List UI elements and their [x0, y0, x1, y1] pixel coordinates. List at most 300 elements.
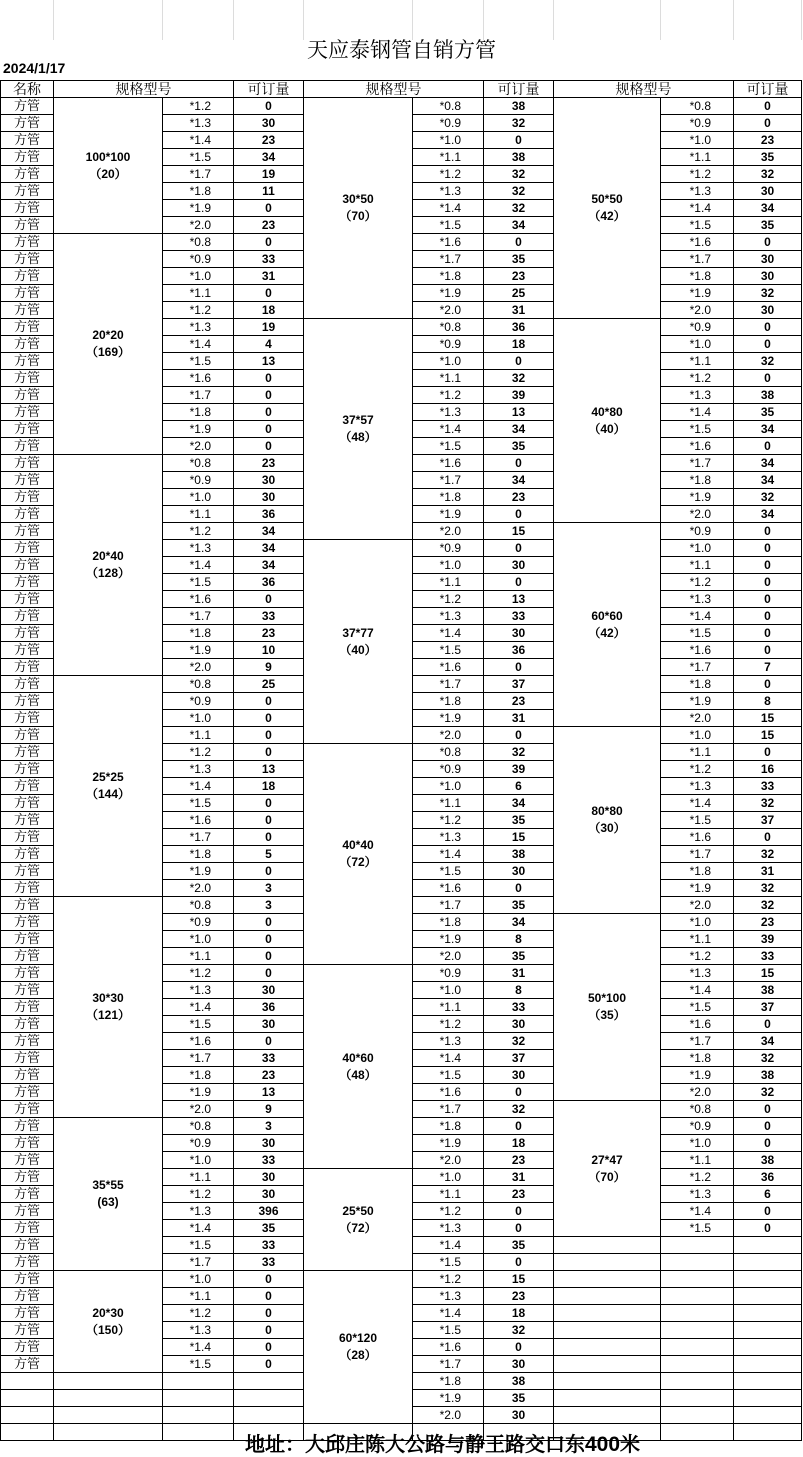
row-name-cell: 方管 — [1, 506, 54, 523]
thickness-cell: *1.2 — [163, 744, 234, 761]
thickness-cell: *1.9 — [163, 1084, 234, 1101]
quantity-cell: 36 — [234, 574, 304, 591]
quantity-cell: 32 — [734, 897, 802, 914]
group-size: 25*50 — [342, 1203, 374, 1218]
row-name-cell: 方管 — [1, 251, 54, 268]
thickness-cell: *1.3 — [661, 591, 734, 608]
thickness-cell: *1.3 — [661, 1186, 734, 1203]
empty-cell — [234, 1390, 304, 1407]
group-size: 100*100 — [85, 149, 131, 164]
quantity-cell: 39 — [484, 387, 554, 404]
quantity-cell: 0 — [234, 965, 304, 982]
row-name-cell: 方管 — [1, 812, 54, 829]
row-name-cell: 方管 — [1, 285, 54, 302]
row-name-cell: 方管 — [1, 659, 54, 676]
thickness-cell: *1.3 — [413, 1288, 484, 1305]
quantity-cell: 30 — [234, 489, 304, 506]
row-name-cell: 方管 — [1, 166, 54, 183]
thickness-cell: *0.9 — [163, 1135, 234, 1152]
thickness-cell: *1.2 — [413, 166, 484, 183]
quantity-cell: 30 — [734, 302, 802, 319]
quantity-cell: 9 — [234, 659, 304, 676]
quantity-cell: 0 — [234, 234, 304, 251]
quantity-cell: 35 — [484, 438, 554, 455]
quantity-cell: 0 — [734, 234, 802, 251]
quantity-cell: 30 — [234, 1186, 304, 1203]
empty-cell — [734, 1254, 802, 1271]
thickness-cell: *1.5 — [661, 812, 734, 829]
quantity-cell: 0 — [734, 608, 802, 625]
quantity-cell: 30 — [484, 1356, 554, 1373]
thickness-cell: *1.1 — [661, 1152, 734, 1169]
row-name-cell: 方管 — [1, 353, 54, 370]
row-name-cell: 方管 — [1, 1118, 54, 1135]
thickness-cell: *1.8 — [413, 693, 484, 710]
empty-cell — [661, 1288, 734, 1305]
thickness-cell: *1.1 — [413, 574, 484, 591]
quantity-cell: 0 — [734, 744, 802, 761]
thickness-cell: *1.6 — [413, 1084, 484, 1101]
thickness-cell: *1.7 — [661, 251, 734, 268]
thickness-cell: *1.7 — [661, 455, 734, 472]
thickness-cell: *1.0 — [661, 336, 734, 353]
quantity-cell: 0 — [234, 914, 304, 931]
row-name-cell: 方管 — [1, 1084, 54, 1101]
empty-cell — [234, 1407, 304, 1424]
quantity-cell: 15 — [484, 829, 554, 846]
quantity-cell: 33 — [234, 1152, 304, 1169]
thickness-cell: *1.4 — [163, 778, 234, 795]
quantity-cell: 30 — [234, 1016, 304, 1033]
quantity-cell: 34 — [484, 217, 554, 234]
thickness-cell: *2.0 — [661, 710, 734, 727]
thickness-cell: *1.5 — [163, 574, 234, 591]
quantity-cell: 0 — [484, 574, 554, 591]
thickness-cell: *1.5 — [661, 625, 734, 642]
thickness-cell: *1.5 — [163, 1356, 234, 1373]
quantity-cell: 35 — [734, 217, 802, 234]
thickness-cell: *0.8 — [163, 1118, 234, 1135]
group-size: 35*55 — [92, 1178, 124, 1192]
empty-cell — [734, 1322, 802, 1339]
row-name-cell: 方管 — [1, 795, 54, 812]
row-name-cell: 方管 — [1, 948, 54, 965]
thickness-cell: *1.2 — [413, 1203, 484, 1220]
empty-cell — [734, 1288, 802, 1305]
quantity-cell: 0 — [234, 863, 304, 880]
quantity-cell: 23 — [234, 132, 304, 149]
quantity-cell: 23 — [484, 268, 554, 285]
thickness-cell: *0.9 — [413, 115, 484, 132]
thickness-cell: *1.3 — [413, 404, 484, 421]
thickness-cell: *1.3 — [413, 1220, 484, 1237]
quantity-cell: 4 — [234, 336, 304, 353]
empty-cell — [554, 1407, 661, 1424]
row-name-cell: 方管 — [1, 1339, 54, 1356]
thickness-cell: *1.0 — [413, 778, 484, 795]
quantity-cell: 34 — [734, 455, 802, 472]
quantity-cell: 31 — [234, 268, 304, 285]
size-group-cell — [554, 914, 661, 1101]
row-name-cell: 方管 — [1, 200, 54, 217]
thickness-cell: *1.7 — [163, 166, 234, 183]
quantity-cell: 15 — [484, 523, 554, 540]
thickness-cell: *1.6 — [413, 455, 484, 472]
thickness-cell: *1.9 — [163, 863, 234, 880]
empty-cell — [554, 1339, 661, 1356]
row-name-cell: 方管 — [1, 557, 54, 574]
group-count: （35） — [588, 1008, 626, 1022]
thickness-cell: *0.9 — [413, 336, 484, 353]
size-group-cell — [54, 1271, 163, 1373]
row-name-cell: 方管 — [1, 778, 54, 795]
empty-cell — [554, 1356, 661, 1373]
empty-cell — [734, 1237, 802, 1254]
empty-cell — [661, 1373, 734, 1390]
thickness-cell: *1.3 — [413, 1033, 484, 1050]
size-group-cell — [54, 98, 163, 234]
quantity-cell: 38 — [734, 387, 802, 404]
thickness-cell: *0.8 — [163, 455, 234, 472]
row-name-cell: 方管 — [1, 1169, 54, 1186]
inventory-table — [0, 80, 802, 1441]
row-name-cell: 方管 — [1, 98, 54, 115]
thickness-cell: *1.2 — [163, 965, 234, 982]
quantity-cell: 35 — [734, 149, 802, 166]
quantity-cell: 32 — [484, 183, 554, 200]
row-name-cell: 方管 — [1, 829, 54, 846]
quantity-cell: 3 — [234, 897, 304, 914]
thickness-cell: *1.3 — [163, 319, 234, 336]
quantity-cell: 35 — [484, 812, 554, 829]
thickness-cell: *1.0 — [661, 132, 734, 149]
quantity-cell: 33 — [484, 608, 554, 625]
quantity-cell: 32 — [484, 200, 554, 217]
row-name-cell: 方管 — [1, 1050, 54, 1067]
page-title: 天应泰钢管自销方管 — [307, 38, 496, 62]
thickness-cell: *1.7 — [413, 472, 484, 489]
quantity-cell: 0 — [234, 285, 304, 302]
thickness-cell: *1.4 — [413, 200, 484, 217]
thickness-cell: *2.0 — [413, 948, 484, 965]
quantity-cell: 30 — [734, 268, 802, 285]
quantity-cell: 33 — [734, 778, 802, 795]
quantity-cell: 30 — [484, 1016, 554, 1033]
size-group-cell — [304, 965, 413, 1169]
empty-cell — [554, 1271, 661, 1288]
quantity-cell: 39 — [734, 931, 802, 948]
quantity-cell: 0 — [234, 200, 304, 217]
thickness-cell: *1.2 — [661, 948, 734, 965]
thickness-cell: *0.9 — [163, 472, 234, 489]
thickness-cell: *1.6 — [661, 829, 734, 846]
quantity-cell: 0 — [734, 829, 802, 846]
thickness-cell: *2.0 — [413, 302, 484, 319]
size-group-cell — [54, 897, 163, 1118]
thickness-cell: *1.4 — [163, 557, 234, 574]
group-size: 27*47 — [591, 1152, 623, 1167]
size-group-cell — [554, 319, 661, 523]
thickness-cell: *1.0 — [661, 914, 734, 931]
quantity-cell: 0 — [234, 1322, 304, 1339]
empty-cell — [734, 1390, 802, 1407]
quantity-cell: 32 — [734, 285, 802, 302]
table-row — [1, 98, 802, 115]
empty-cell — [734, 1356, 802, 1373]
quantity-cell: 0 — [734, 540, 802, 557]
quantity-cell: 23 — [734, 132, 802, 149]
quantity-cell: 0 — [734, 98, 802, 115]
row-name-cell: 方管 — [1, 234, 54, 251]
thickness-cell: *1.7 — [661, 846, 734, 863]
quantity-cell: 8 — [734, 693, 802, 710]
quantity-cell: 33 — [234, 1254, 304, 1271]
group-count: （72） — [339, 855, 377, 869]
thickness-cell: *1.3 — [413, 608, 484, 625]
group-size: 60*60 — [591, 608, 623, 623]
quantity-cell: 13 — [484, 591, 554, 608]
quantity-cell: 30 — [234, 1135, 304, 1152]
thickness-cell: *1.5 — [413, 1254, 484, 1271]
thickness-cell: *1.9 — [413, 931, 484, 948]
thickness-cell: *1.3 — [163, 1322, 234, 1339]
row-name-cell: 方管 — [1, 523, 54, 540]
empty-cell — [54, 1390, 163, 1407]
thickness-cell: *0.9 — [413, 761, 484, 778]
thickness-cell: *1.4 — [661, 982, 734, 999]
quantity-cell: 34 — [734, 200, 802, 217]
address-distance: 400 — [584, 1433, 621, 1456]
thickness-cell: *0.8 — [163, 897, 234, 914]
empty-cell — [54, 1407, 163, 1424]
group-size: 37*77 — [342, 625, 374, 640]
row-name-cell: 方管 — [1, 438, 54, 455]
group-count: （70） — [339, 209, 377, 223]
quantity-cell: 0 — [734, 370, 802, 387]
thickness-cell: *1.6 — [413, 880, 484, 897]
row-name-cell: 方管 — [1, 693, 54, 710]
thickness-cell: *1.1 — [413, 149, 484, 166]
quantity-cell: 32 — [734, 880, 802, 897]
thickness-cell: *1.5 — [163, 795, 234, 812]
thickness-cell: *1.1 — [661, 353, 734, 370]
thickness-cell: *0.9 — [413, 965, 484, 982]
thickness-cell: *1.4 — [413, 846, 484, 863]
thickness-cell: *1.7 — [163, 608, 234, 625]
thickness-cell: *1.2 — [413, 387, 484, 404]
quantity-cell: 0 — [234, 795, 304, 812]
thickness-cell: *1.4 — [163, 132, 234, 149]
row-name-cell: 方管 — [1, 302, 54, 319]
quantity-cell: 8 — [484, 982, 554, 999]
quantity-cell: 38 — [484, 846, 554, 863]
thickness-cell: *1.6 — [413, 234, 484, 251]
thickness-cell: *2.0 — [163, 217, 234, 234]
quantity-cell: 0 — [234, 1271, 304, 1288]
thickness-cell: *1.4 — [661, 795, 734, 812]
empty-cell — [734, 1271, 802, 1288]
empty-cell — [163, 1390, 234, 1407]
quantity-cell: 0 — [234, 744, 304, 761]
thickness-cell: *1.6 — [413, 1339, 484, 1356]
thickness-cell: *1.6 — [163, 1033, 234, 1050]
quantity-cell: 3 — [234, 1118, 304, 1135]
thickness-cell: *1.5 — [413, 1322, 484, 1339]
quantity-cell: 0 — [234, 710, 304, 727]
quantity-cell: 34 — [734, 506, 802, 523]
quantity-cell: 0 — [734, 574, 802, 591]
quantity-cell: 32 — [734, 846, 802, 863]
quantity-cell: 0 — [234, 421, 304, 438]
header-spec: 规格型号 — [54, 81, 234, 98]
thickness-cell: *1.9 — [413, 285, 484, 302]
group-count: （70） — [588, 1169, 626, 1184]
thickness-cell: *1.0 — [413, 1169, 484, 1186]
quantity-cell: 32 — [734, 795, 802, 812]
thickness-cell: *1.0 — [413, 132, 484, 149]
quantity-cell: 15 — [484, 1271, 554, 1288]
empty-cell — [661, 1390, 734, 1407]
header-spec: 规格型号 — [304, 81, 484, 98]
row-name-cell: 方管 — [1, 132, 54, 149]
thickness-cell: *1.4 — [661, 608, 734, 625]
empty-cell — [734, 1339, 802, 1356]
row-name-cell: 方管 — [1, 217, 54, 234]
thickness-cell: *1.7 — [413, 897, 484, 914]
thickness-cell: *1.2 — [163, 523, 234, 540]
row-name-cell: 方管 — [1, 727, 54, 744]
thickness-cell: *1.9 — [163, 200, 234, 217]
quantity-cell: 3 — [234, 880, 304, 897]
thickness-cell: *1.6 — [163, 591, 234, 608]
row-name-cell: 方管 — [1, 540, 54, 557]
thickness-cell: *2.0 — [413, 523, 484, 540]
thickness-cell: *1.3 — [163, 540, 234, 557]
empty-cell — [661, 1237, 734, 1254]
quantity-cell: 0 — [234, 98, 304, 115]
thickness-cell: *1.2 — [413, 1271, 484, 1288]
group-count: （48） — [339, 430, 377, 444]
address-unit: 米 — [620, 1432, 641, 1456]
quantity-cell: 9 — [234, 1101, 304, 1118]
row-name-cell: 方管 — [1, 455, 54, 472]
thickness-cell: *1.7 — [413, 1101, 484, 1118]
quantity-cell: 32 — [484, 115, 554, 132]
thickness-cell: *1.4 — [163, 999, 234, 1016]
thickness-cell: *1.8 — [413, 1373, 484, 1390]
inventory-table-body — [1, 81, 802, 1441]
size-group-cell — [304, 540, 413, 744]
thickness-cell: *1.5 — [413, 217, 484, 234]
group-count: （30） — [588, 821, 626, 835]
thickness-cell: *1.0 — [163, 268, 234, 285]
quantity-cell: 33 — [734, 948, 802, 965]
date-label: 2024/1/17 — [3, 60, 66, 76]
group-size: 20*30 — [92, 1305, 124, 1320]
row-name-cell: 方管 — [1, 149, 54, 166]
empty-cell — [661, 1254, 734, 1271]
quantity-cell: 33 — [234, 1050, 304, 1067]
quantity-cell: 13 — [234, 1084, 304, 1101]
quantity-cell: 0 — [234, 812, 304, 829]
row-name-cell: 方管 — [1, 625, 54, 642]
quantity-cell: 0 — [734, 319, 802, 336]
quantity-cell: 36 — [484, 642, 554, 659]
quantity-cell: 30 — [734, 251, 802, 268]
group-size: 40*60 — [342, 1050, 374, 1065]
quantity-cell: 0 — [734, 115, 802, 132]
quantity-cell: 23 — [484, 489, 554, 506]
row-name-cell: 方管 — [1, 897, 54, 914]
quantity-cell: 23 — [484, 1288, 554, 1305]
group-count: （48） — [339, 1067, 377, 1082]
group-size: 25*25 — [92, 770, 124, 784]
quantity-cell: 0 — [734, 1101, 802, 1118]
thickness-cell: *1.1 — [163, 948, 234, 965]
quantity-cell: 0 — [234, 591, 304, 608]
row-name-cell: 方管 — [1, 642, 54, 659]
quantity-cell: 15 — [734, 727, 802, 744]
empty-cell — [734, 1407, 802, 1424]
quantity-cell: 13 — [234, 353, 304, 370]
quantity-cell: 19 — [234, 166, 304, 183]
row-name-cell: 方管 — [1, 404, 54, 421]
quantity-cell: 25 — [234, 676, 304, 693]
quantity-cell: 0 — [484, 132, 554, 149]
size-group-cell — [554, 727, 661, 914]
empty-cell — [163, 1373, 234, 1390]
thickness-cell: *1.2 — [661, 370, 734, 387]
thickness-cell: *1.0 — [413, 557, 484, 574]
quantity-cell: 396 — [234, 1203, 304, 1220]
quantity-cell: 34 — [484, 795, 554, 812]
thickness-cell: *0.9 — [661, 523, 734, 540]
group-count: （150） — [85, 1322, 131, 1337]
thickness-cell: *1.5 — [163, 149, 234, 166]
thickness-cell: *0.9 — [661, 115, 734, 132]
thickness-cell: *1.3 — [413, 829, 484, 846]
size-group-cell — [304, 744, 413, 965]
thickness-cell: *1.0 — [661, 1135, 734, 1152]
row-name-cell: 方管 — [1, 914, 54, 931]
thickness-cell: *1.0 — [413, 353, 484, 370]
group-size: 20*40 — [92, 549, 124, 563]
size-group-cell — [54, 1118, 163, 1271]
quantity-cell: 30 — [734, 183, 802, 200]
quantity-cell: 33 — [234, 251, 304, 268]
empty-cell — [661, 1322, 734, 1339]
thickness-cell: *1.0 — [163, 489, 234, 506]
quantity-cell: 35 — [484, 251, 554, 268]
row-name-cell: 方管 — [1, 744, 54, 761]
empty-cell — [734, 1373, 802, 1390]
group-count: （169） — [85, 345, 131, 359]
row-name-cell: 方管 — [1, 1288, 54, 1305]
thickness-cell: *1.5 — [413, 642, 484, 659]
quantity-cell: 34 — [484, 472, 554, 489]
thickness-cell: *1.2 — [661, 166, 734, 183]
row-name-cell: 方管 — [1, 1237, 54, 1254]
quantity-cell: 0 — [484, 1254, 554, 1271]
thickness-cell: *1.5 — [413, 1067, 484, 1084]
header-qty: 可订量 — [484, 81, 554, 98]
quantity-cell: 18 — [484, 1305, 554, 1322]
row-name-cell: 方管 — [1, 489, 54, 506]
thickness-cell: *0.9 — [413, 540, 484, 557]
quantity-cell: 0 — [484, 506, 554, 523]
thickness-cell: *1.6 — [413, 659, 484, 676]
quantity-cell: 23 — [234, 625, 304, 642]
